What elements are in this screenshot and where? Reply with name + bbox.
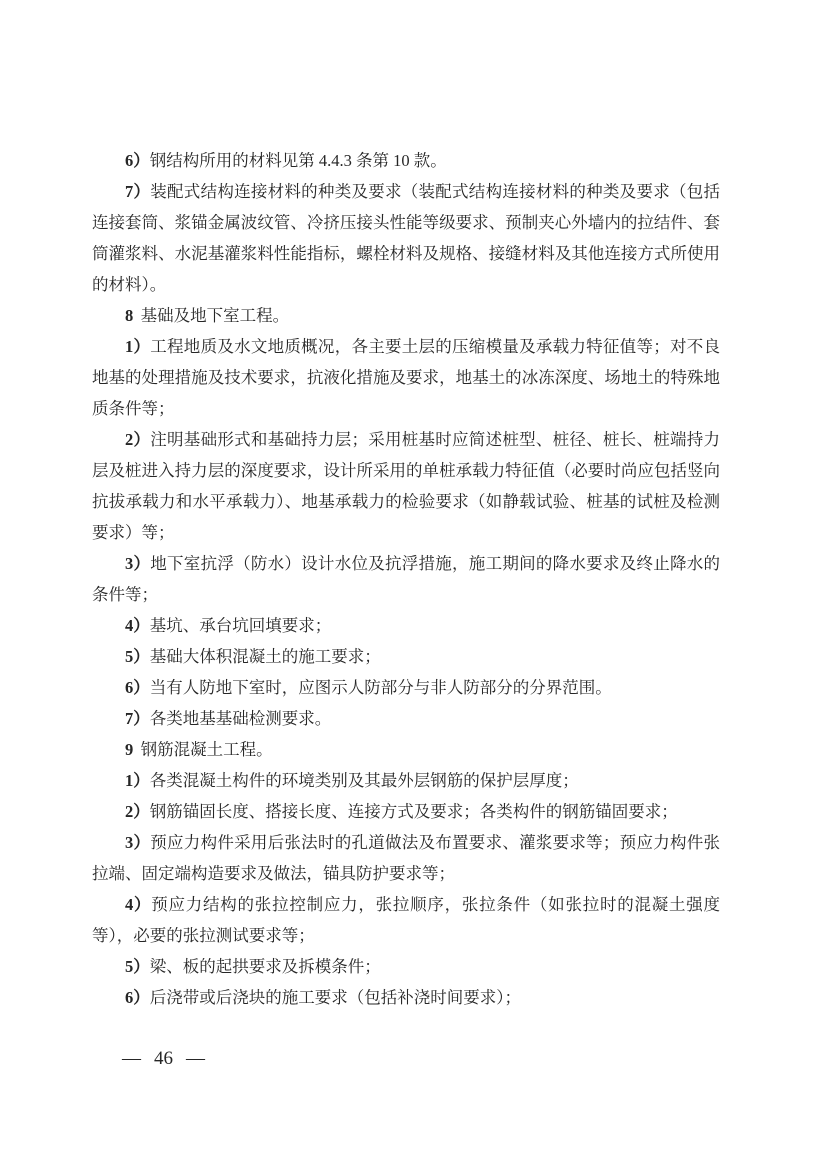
item-text: 钢筋锚固长度、搭接长度、连接方式及要求；各类构件的钢筋锚固要求； bbox=[149, 802, 678, 821]
item-number: 4） bbox=[125, 616, 150, 635]
numbered-item bbox=[92, 424, 720, 548]
item-number: 2） bbox=[125, 430, 151, 449]
numbered-item bbox=[92, 145, 720, 176]
item-number: 3） bbox=[125, 554, 151, 573]
footer-left-dash: — bbox=[122, 1048, 141, 1069]
item-text: 当有人防地下室时，应图示人防部分与非人防部分的分界范围。 bbox=[149, 678, 612, 697]
item-text: 各类混凝土构件的环境类别及其最外层钢筋的保护层厚度； bbox=[149, 771, 579, 790]
page-footer bbox=[122, 1048, 205, 1070]
numbered-item bbox=[92, 548, 720, 610]
item-text: 基础大体积混凝土的施工要求； bbox=[149, 647, 381, 666]
numbered-item bbox=[92, 951, 720, 982]
item-text: 钢结构所用的材料见第 4.4.3 条第 10 款。 bbox=[149, 151, 447, 170]
numbered-item bbox=[92, 796, 720, 827]
numbered-item bbox=[92, 982, 720, 1013]
footer-right-dash: — bbox=[186, 1048, 205, 1069]
item-text: 钢筋混凝土工程。 bbox=[140, 740, 273, 759]
item-number: 4） bbox=[125, 895, 152, 914]
numbered-item bbox=[92, 889, 720, 951]
item-number: 6） bbox=[125, 988, 150, 1007]
clause-heading bbox=[92, 300, 720, 331]
item-number: 6） bbox=[125, 151, 150, 170]
item-number: 2） bbox=[125, 802, 150, 821]
item-number: 9 bbox=[125, 740, 134, 759]
item-text: 工程地质及水文地质概况，各主要土层的压缩模量及承载力特征值等；对不良地基的处理措施及技术要求，抗液化措施及要求，地基土的冰冻深度、场地土的特殊地质条件等； bbox=[92, 337, 721, 418]
numbered-item bbox=[92, 827, 720, 889]
item-number: 5） bbox=[125, 647, 150, 666]
item-number: 1） bbox=[125, 337, 151, 356]
item-text: 预应力结构的张拉控制应力，张拉顺序，张拉条件（如张拉时的混凝土强度等），必要的张拉测试要求等； bbox=[92, 895, 721, 945]
item-number: 5） bbox=[125, 957, 150, 976]
numbered-item bbox=[92, 765, 720, 796]
item-text: 基础及地下室工程。 bbox=[140, 306, 290, 325]
item-text: 后浇带或后浇块的施工要求（包括补浇时间要求）； bbox=[149, 988, 521, 1007]
item-text: 预应力构件采用后张法时的孔道做法及布置要求、灌浆要求等；预应力构件张拉端、固定端构造要求及做法，锚具防护要求等； bbox=[92, 833, 721, 883]
numbered-item bbox=[92, 672, 720, 703]
item-number: 3） bbox=[125, 833, 151, 852]
item-number: 7） bbox=[125, 182, 151, 201]
clause-heading bbox=[92, 734, 720, 765]
item-text: 梁、板的起拱要求及拆模条件； bbox=[149, 957, 381, 976]
item-number: 7） bbox=[125, 709, 150, 728]
item-number: 8 bbox=[125, 306, 134, 325]
item-text: 注明基础形式和基础持力层；采用桩基时应简述桩型、桩径、桩长、桩端持力层及桩进入持力层的深度要求，设计所采用的单桩承载力特征值（必要时尚应包括竖向抗拔承载力和水平承载力）、地基承载力的检验要求（如静载试验、桩基的试桩及检测要求）等； bbox=[92, 430, 721, 542]
item-text: 各类地基基础检测要求。 bbox=[149, 709, 332, 728]
numbered-item bbox=[92, 703, 720, 734]
numbered-item bbox=[92, 176, 720, 300]
item-text: 装配式结构连接材料的种类及要求（装配式结构连接材料的种类及要求（包括连接套筒、浆锚金属波纹管、冷挤压接头性能等级要求、预制夹心外墙内的拉结件、套筒灌浆料、水泥基灌浆料性能指标，螺栓材料及规格、接缝材料及其他连接方式所使用的材料）。 bbox=[92, 182, 721, 294]
item-number: 1） bbox=[125, 771, 150, 790]
numbered-item bbox=[92, 641, 720, 672]
numbered-item bbox=[92, 331, 720, 424]
item-text: 地下室抗浮（防水）设计水位及抗浮措施，施工期间的降水要求及终止降水的条件等； bbox=[92, 554, 721, 604]
numbered-item bbox=[92, 610, 720, 641]
page-number: 46 bbox=[154, 1048, 173, 1069]
item-number: 6） bbox=[125, 678, 150, 697]
document-body bbox=[92, 145, 720, 1013]
item-text: 基坑、承台坑回填要求； bbox=[149, 616, 332, 635]
